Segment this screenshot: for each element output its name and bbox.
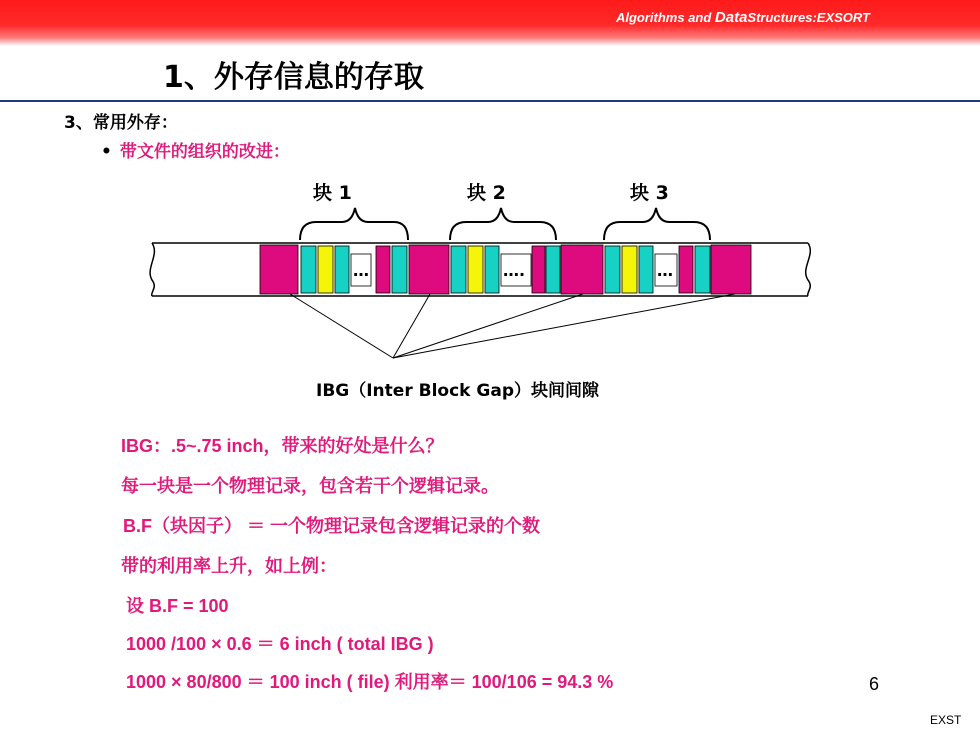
bullet-dot-icon: • [101, 142, 112, 162]
inter-block-gap [260, 245, 298, 294]
course-title: Algorithms and DataStructures:EXSORT [615, 9, 870, 26]
page-number: 6 [869, 674, 880, 694]
text-line-total-ibg: 1000 /100 × 0.6 ＝ 6 inch ( total IBG ) [126, 634, 434, 654]
text-line-block: 每一块是一个物理记录，包含若干个逻辑记录。 [121, 476, 499, 496]
footer-label: EXST [930, 713, 962, 727]
block-label-2: 块 2 [467, 182, 506, 204]
text-line-bf: B.F（块因子） ＝ 一个物理记录包含逻辑记录的个数 [123, 516, 540, 536]
block-label-3: 块 3 [630, 182, 669, 204]
inter-block-gap [711, 245, 751, 294]
ellipsis-block-1: … [353, 261, 369, 280]
inter-block-gap [409, 245, 449, 294]
inter-block-gap [561, 245, 603, 294]
ellipsis-block-2: …. [503, 261, 526, 280]
block-label-1: 块 1 [313, 182, 352, 204]
slide-title: 1、外存信息的存取 [163, 60, 424, 95]
ibg-caption: IBG（Inter Block Gap）块间间隙 [316, 381, 599, 401]
section-heading: 3、常用外存： [64, 113, 178, 133]
brace-block-1 [300, 208, 408, 240]
ibg-pointer-lines [290, 294, 735, 358]
text-line-file-usage: 1000 × 80/800 ＝ 100 inch ( file) 利用率＝ 100/106 = 94.3 % [126, 672, 614, 692]
bullet-item: • 带文件的组织的改进： [101, 142, 290, 162]
text-line-usage: 带的利用率上升，如上例： [121, 556, 337, 576]
text-line-ibg: IBG：.5~.75 inch，带来的好处是什么？ [121, 436, 444, 456]
block-2 [451, 246, 560, 293]
brace-block-3 [604, 208, 710, 240]
block-1 [301, 246, 407, 293]
brace-block-2 [450, 208, 556, 240]
block-3 [605, 246, 710, 293]
text-line-set-bf: 设 B.F = 100 [126, 596, 229, 616]
ellipsis-block-3: … [657, 261, 673, 280]
